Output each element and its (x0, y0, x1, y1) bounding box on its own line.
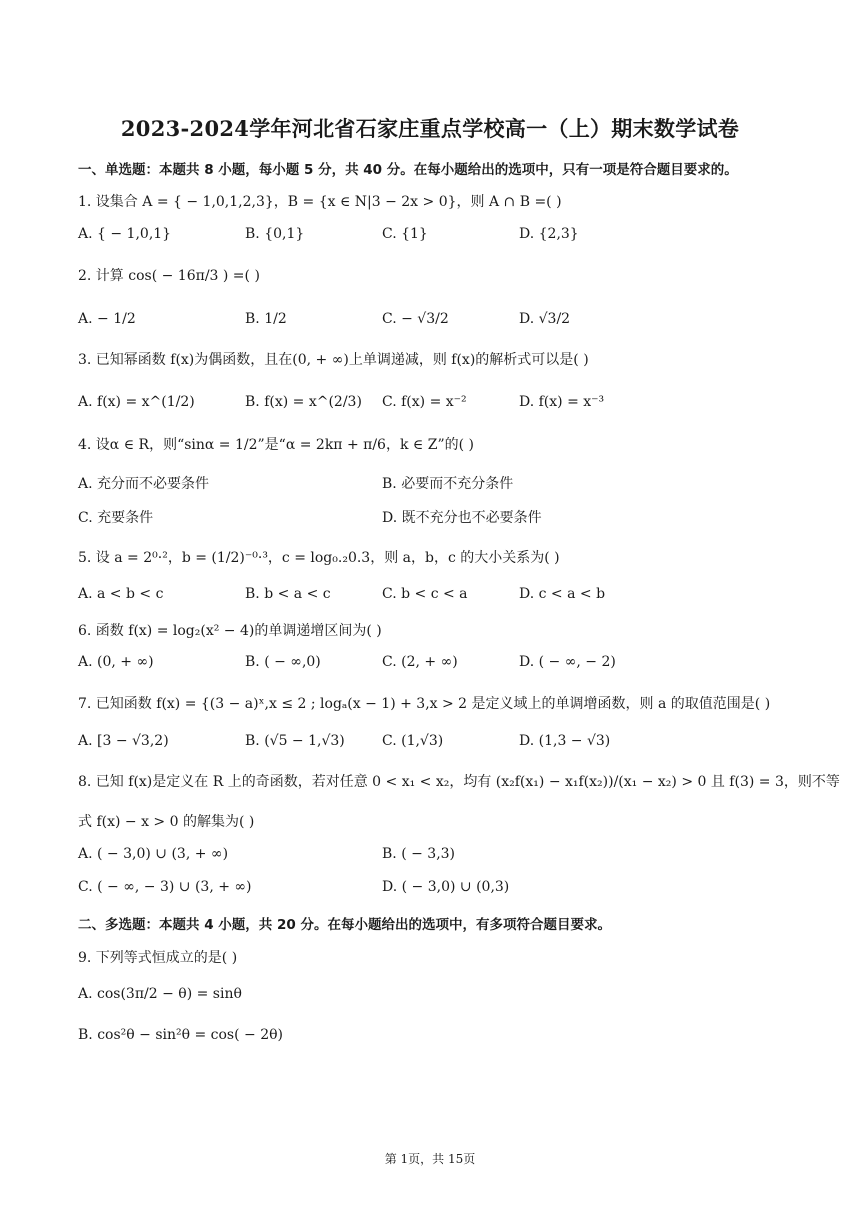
question-7-option-c: C. (1,√3) (382, 733, 444, 749)
question-8-option-c: C. ( − ∞, − 3) ∪ (3, + ∞) (78, 879, 252, 895)
question-7-option-d: D. (1,3 − √3) (519, 733, 611, 749)
section-heading-single-choice: 一、单选题：本题共 8 小题，每小题 5 分，共 40 分。在每小题给出的选项中，只有一项是符合题目要求的。 (78, 162, 738, 178)
question-9-stem: 9. 下列等式恒成立的是( ) (78, 950, 238, 966)
question-2-option-a: A. − 1/2 (78, 311, 136, 327)
question-5-stem: 5. 设 a = 2⁰·²，b = (1/2)⁻⁰·³，c = log₀.₂0.3，则 a，b，c 的大小关系为( ) (78, 550, 560, 566)
question-3-stem: 3. 已知幂函数 f(x)为偶函数，且在(0, + ∞)上单调递减，则 f(x)的解析式可以是( ) (78, 352, 589, 368)
question-9-option-b: B. cos²θ − sin²θ = cos( − 2θ) (78, 1027, 284, 1043)
question-6-option-b: B. ( − ∞,0) (245, 654, 321, 670)
question-1-option-a: A. { − 1,0,1} (78, 226, 172, 242)
question-2-option-b: B. 1/2 (245, 311, 287, 327)
question-2-stem: 2. 计算 cos( − 16π/3 ) =( ) (78, 268, 260, 284)
question-5-option-b: B. b < a < c (245, 586, 331, 602)
question-4-option-c: C. 充要条件 (78, 510, 154, 526)
question-1-stem: 1. 设集合 A = { − 1,0,1,2,3}，B = {x ∈ N|3 − 2x > 0}，则 A ∩ B =( ) (78, 194, 562, 210)
question-8-stem: 8. 已知 f(x)是定义在 R 上的奇函数，若对任意 0 < x₁ < x₂，均有 (x₂f(x₁) − x₁f(x₂))/(x₁ − x₂) > 0 且 f(3) = 3，则不等 (78, 774, 840, 790)
question-5-option-c: C. b < c < a (382, 586, 468, 602)
question-8-option-a: A. ( − 3,0) ∪ (3, + ∞) (78, 846, 229, 862)
question-3-option-b: B. f(x) = x^(2/3) (245, 394, 362, 410)
question-4-stem: 4. 设α ∈ R，则“sinα = 1/2”是“α = 2kπ + π/6，k ∈ Z”的( ) (78, 437, 474, 453)
question-6-stem: 6. 函数 f(x) = log₂(x² − 4)的单调递增区间为( ) (78, 623, 382, 639)
question-5-option-d: D. c < a < b (519, 586, 606, 602)
question-8-option-b: B. ( − 3,3) (382, 846, 456, 862)
question-8-option-d: D. ( − 3,0) ∪ (0,3) (382, 879, 510, 895)
question-3-option-c: C. f(x) = x⁻² (382, 394, 467, 410)
question-6-option-d: D. ( − ∞, − 2) (519, 654, 616, 670)
question-7-option-b: B. (√5 − 1,√3) (245, 733, 345, 749)
section-heading-multiple-choice: 二、多选题：本题共 4 小题，共 20 分。在每小题给出的选项中，有多项符合题目要求。 (78, 917, 611, 933)
question-2-option-c: C. − √3/2 (382, 311, 449, 327)
question-6-option-c: C. (2, + ∞) (382, 654, 458, 670)
question-3-option-d: D. f(x) = x⁻³ (519, 394, 605, 410)
question-4-option-d: D. 既不充分也不必要条件 (382, 510, 542, 526)
question-6-option-a: A. (0, + ∞) (78, 654, 154, 670)
question-5-option-a: A. a < b < c (78, 586, 164, 602)
question-3-option-a: A. f(x) = x^(1/2) (78, 394, 195, 410)
page-footer: 第 1页，共 15页 (384, 1152, 476, 1166)
question-7-stem: 7. 已知函数 f(x) = {(3 − a)ˣ,x ≤ 2 ; logₐ(x − 1) + 3,x > 2 是定义域上的单调增函数，则 a 的取值范围是( ) (78, 696, 771, 712)
question-4-option-a: A. 充分而不必要条件 (78, 476, 210, 492)
question-4-option-b: B. 必要而不充分条件 (382, 476, 514, 492)
page-title: 2023-2024学年河北省石家庄重点学校高一（上）期末数学试卷 (120, 116, 740, 141)
question-1-option-d: D. {2,3} (519, 226, 579, 242)
question-9-option-a: A. cos(3π/2 − θ) = sinθ (78, 986, 242, 1002)
question-1-option-b: B. {0,1} (245, 226, 305, 242)
question-7-option-a: A. [3 − √3,2) (78, 733, 169, 749)
question-1-option-c: C. {1} (382, 226, 428, 242)
question-8-stem-continued: 式 f(x) − x > 0 的解集为( ) (78, 814, 255, 830)
question-2-option-d: D. √3/2 (519, 311, 571, 327)
